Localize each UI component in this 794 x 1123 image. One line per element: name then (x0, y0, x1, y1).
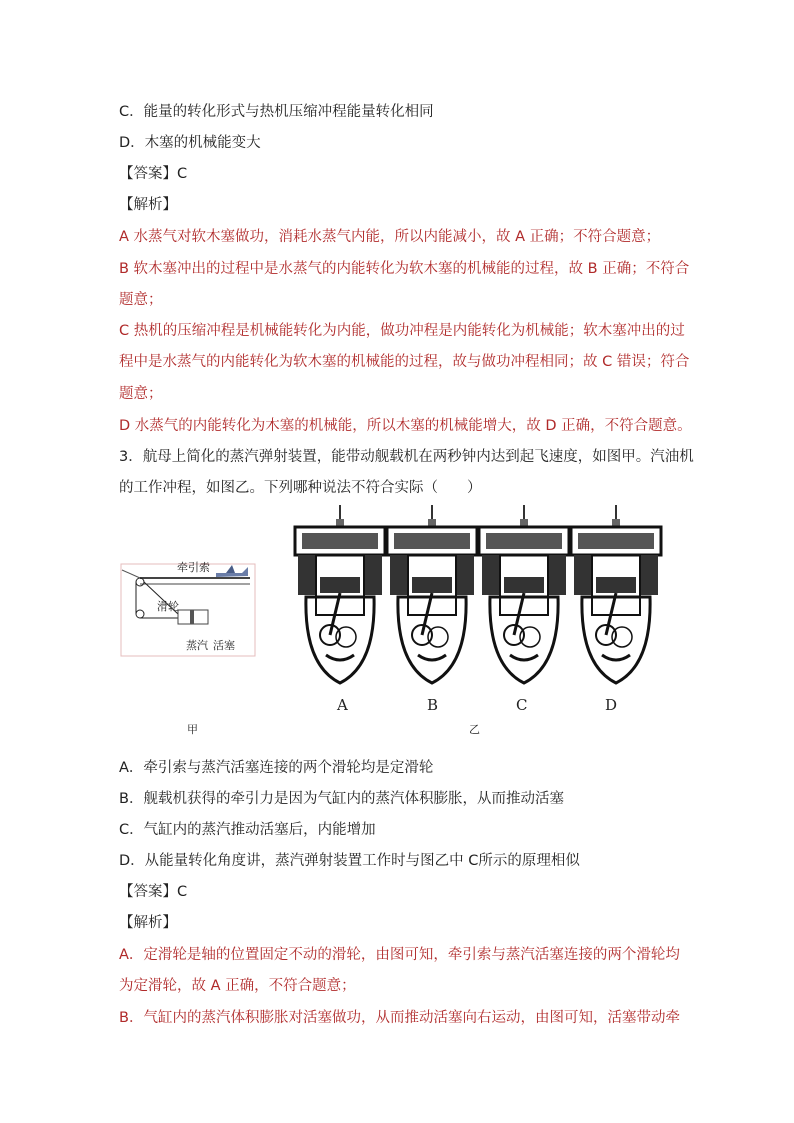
option-c: C．气缸内的蒸汽推动活塞后，内能增加 (119, 822, 376, 838)
line-optC-prev: C．能量的转化形式与热机压缩冲程能量转化相同 (119, 104, 434, 120)
engine-label-d: D (605, 696, 618, 714)
question-3-line-1: 3．航母上简化的蒸汽弹射装置，能带动舰载机在两秒钟内达到起飞速度，如图甲。汽油机 (119, 449, 694, 465)
engine-label-a: A (337, 696, 348, 714)
option-a: A．牵引索与蒸汽活塞连接的两个滑轮均是定滑轮 (119, 760, 434, 776)
engine-label-c: C (516, 696, 528, 714)
analysis-a: A 水蒸气对软木塞做功，消耗水蒸气内能，所以内能减小，故 A 正确；不符合题意； (119, 229, 661, 245)
analysis-heading-prev: 【解析】 (119, 197, 177, 213)
explanation-a-2: 为定滑轮，故 A 正确，不符合题意； (119, 978, 356, 994)
analysis-c-2: 程中是水蒸气的内能转化为软木塞的机械能的过程，故与做功冲程相同；故 C 错误；符合 (119, 354, 690, 370)
engine-label-b: B (427, 696, 439, 714)
label-steam: 蒸汽 (186, 639, 208, 652)
pulley-bottom (136, 610, 144, 618)
explanation-a-1: A．定滑轮是轴的位置固定不动的滑轮，由图可知，牵引索与蒸汽活塞连接的两个滑轮均 (119, 947, 680, 963)
figure-yi-caption: 乙 (469, 723, 480, 736)
analysis-d: D 水蒸气的内能转化为木塞的机械能，所以木塞的机械能增大，故 D 正确，不符合题意。 (119, 418, 692, 434)
label-piston: 活塞 (213, 639, 235, 652)
analysis-c-1: C 热机的压缩冲程是机械能转化为内能，做功冲程是内能转化为机械能；软木塞冲出的过 (119, 323, 685, 339)
analysis-heading: 【解析】 (119, 915, 177, 931)
figure-yi-engines (290, 505, 670, 695)
figure-jia-caption: 甲 (187, 723, 198, 736)
question-3-line-2: 的工作冲程，如图乙。下列哪种说法不符合实际（ ） (119, 480, 482, 496)
analysis-c-3: 题意； (119, 386, 163, 402)
engine-a (295, 505, 385, 683)
line-optD-prev: D．木塞的机械能变大 (119, 135, 261, 151)
engine-d (571, 505, 661, 683)
label-rope: 牵引索 (177, 561, 210, 574)
engine-b (387, 505, 477, 683)
analysis-b-1: B 软木塞冲出的过程中是水蒸气的内能转化为软木塞的机械能的过程，故 B 正确；不符合 (119, 261, 690, 277)
label-pulley: 滑轮 (157, 600, 179, 613)
option-b: B．舰载机获得的牵引力是因为气缸内的蒸汽体积膨胀，从而推动活塞 (119, 791, 564, 807)
answer: 【答案】C (119, 884, 188, 900)
option-d: D．从能量转化角度讲，蒸汽弹射装置工作时与图乙中 C所示的原理相似 (119, 853, 580, 869)
answer-prev: 【答案】C (119, 166, 188, 182)
explanation-b-1: B．气缸内的蒸汽体积膨胀对活塞做功，从而推动活塞向右运动，由图可知，活塞带动牵 (119, 1010, 680, 1026)
pulley-top (136, 578, 144, 586)
engine-c (479, 505, 569, 683)
airplane-icon (216, 565, 248, 577)
analysis-b-2: 题意； (119, 292, 163, 308)
